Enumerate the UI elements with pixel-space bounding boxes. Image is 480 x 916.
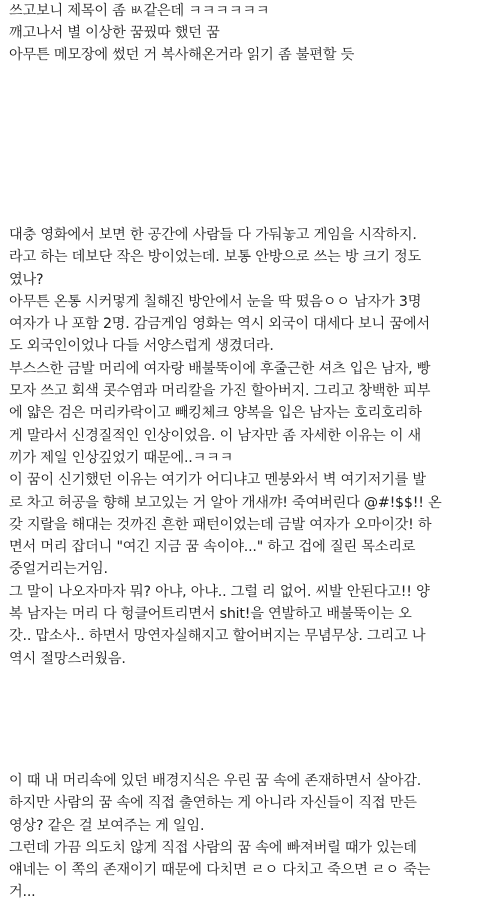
text-line: 게 말라서 신경질적인 인상이었음. 이 남자만 좀 자세한 이유는 이 새 [9,427,422,444]
text-line: 모자 쓰고 회색 콧수염과 머리칼을 가진 할아버지. 그리고 창백한 피부 [9,383,431,400]
text-line: 역시 절망스러웠음. [9,650,126,667]
text-line: 였나? [9,271,44,288]
text-line: 그런데 가끔 의도치 않게 직접 사람의 꿈 속에 빠져버릴 때가 있는데 [9,839,417,856]
text-line: 복 남자는 머리 다 헝클어트리면서 shit!을 연발하고 배불뚝이는 오 [9,606,412,623]
paragraph-story [9,224,475,670]
text-line: 중얼거리는거임. [9,561,108,578]
text-line: 면서 머리 잡더니 "여긴 지금 꿈 속이야..." 하고 겁에 질린 목소리로 [9,539,416,556]
text-line: 대충 영화에서 보면 한 공간에 사람들 다 가둬놓고 게임을 시작하지. [9,227,417,243]
text-line: 끼가 제일 인상깊었기 때문에..ㅋㅋㅋ [9,449,234,466]
text-line: 쓰고보니 제목이 좀 ㅄ같은데 ㅋㅋㅋㅋㅋㅋ [9,3,270,19]
text-line: 아무튼 메모장에 썼던 거 복사해온거라 읽기 좀 불편할 듯 [9,47,355,63]
text-line: 얘네는 이 쪽의 존재이기 때문에 다치면 ㄹㅇ 다치고 죽으면 ㄹㅇ 죽는 [9,862,431,879]
text-line: 갓.. 맙소사.. 하면서 망연자실해지고 할어버지는 무념무상. 그리고 나 [9,628,426,645]
text-line: 갖 지랄을 해대는 것까진 흔한 패턴이었는데 금발 여자가 오마이갓! 하 [9,516,432,533]
text-line: 이 때 내 머리속에 있던 배경지식은 우린 꿈 속에 존재하면서 살아감. [9,773,422,789]
text-line: 이 꿈이 신기했던 이유는 여기가 어디냐고 멘붕와서 벽 여기저기를 발 [9,472,426,489]
text-line: 부스스한 금발 머리에 여자랑 배불뚝이에 후줄근한 셔츠 입은 남자, 빵 [9,360,431,377]
text-line: 도 외국인이었나 다들 서양스럽게 생겼더라. [9,338,274,355]
text-line: 여자가 나 포함 2명. 감금게임 영화는 역시 외국이 대세다 보니 꿈에서 [9,316,430,333]
text-line: 거... [9,884,36,901]
text-line: 라고 하는 데보단 작은 방이었는데. 보통 안방으로 쓰는 방 크기 정도 [9,249,422,266]
paragraph-background [9,770,475,904]
text-line: 깨고나서 별 이상한 꿈꿨따 했던 꿈 [9,25,220,41]
text-line: 로 차고 허공을 향해 보고있는 거 알아 개새꺄! 죽여버린다 @#!$$!! 온 [9,494,442,511]
text-line: 아무튼 온통 시커멓게 칠해진 방안에서 눈을 딱 떴음ㅇㅇ 남자가 3명 [9,293,422,310]
text-line: 그 말이 나오자마자 뭐? 아냐, 아냐.. 그럴 리 없어. 씨발 안된다고!! 양 [9,583,430,600]
paragraph-intro [9,0,475,66]
text-line: 영상? 같은 걸 보여주는 게 일임. [9,817,205,834]
text-line: 에 얇은 검은 머리카락이고 빼킹체크 양복을 입은 남자는 호리호리하 [9,405,422,422]
text-line: 하지만 사람의 꿈 속에 직접 출연하는 게 아니라 자신들이 직접 만든 [9,795,417,812]
